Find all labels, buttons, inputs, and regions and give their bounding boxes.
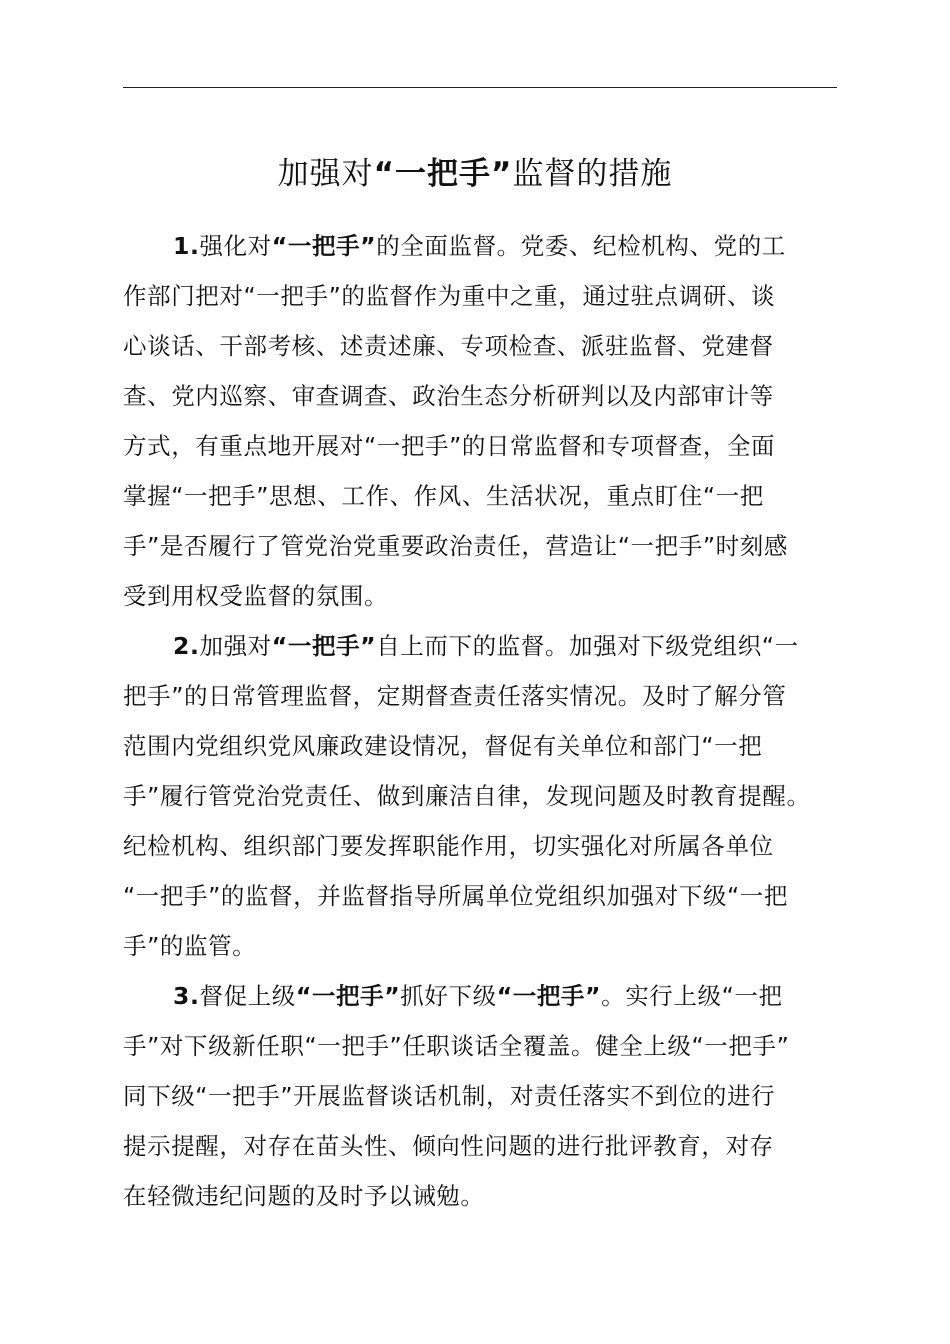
section-1-line-6: 手”是否履行了管党治党重要政治责任，营造让“一把手”时刻感 xyxy=(123,532,788,560)
section-1-line-5: 掌握“一把手”思想、工作、作风、生活状况，重点盯住“一把 xyxy=(123,482,764,510)
section-2-line-0: 加强对下级党组织“一 xyxy=(569,632,799,660)
title-quote: “一把手” xyxy=(373,156,513,192)
page-title xyxy=(0,148,950,200)
section-3-lead-quote: “一把手” xyxy=(295,982,401,1010)
section-2-line-2: 范围内党组织党风廉政建设情况，督促有关单位和部门“一把 xyxy=(123,732,763,760)
section-3-line-4: 在轻微违纪问题的及时予以诫勉。 xyxy=(123,1182,485,1210)
section-3-lead-b: 抓好下级 xyxy=(400,982,497,1010)
title-part1: 加强对 xyxy=(277,156,374,192)
section-1-line-1: 作部门把对“一把手”的监督作为重中之重，通过驻点调研、谈 xyxy=(123,282,776,310)
section-2-line-4: 纪检机构、组织部门要发挥职能作用，切实强化对所属各单位 xyxy=(123,832,774,860)
section-1-line-2: 心谈话、干部考核、述责述廉、专项检查、派驻监督、党建督 xyxy=(123,332,774,360)
section-2-number: 2. xyxy=(173,632,200,660)
section-1-line-3: 查、党内巡察、审查调查、政治生态分析研判以及内部审计等 xyxy=(123,382,774,410)
section-1-line-7: 受到用权受监督的氛围。 xyxy=(123,582,389,610)
document-body xyxy=(123,221,843,1221)
section-2-first-line xyxy=(123,621,843,671)
section-3-lead-quote-2: “一把手” xyxy=(496,982,602,1010)
section-3-lead-a: 督促上级 xyxy=(199,982,296,1010)
section-2-line-3: 手”履行管党治党责任、做到廉洁自律，发现问题及时教育提醒。 xyxy=(123,782,811,810)
section-2-lead-b: 自上而下的监督。 xyxy=(376,632,569,660)
section-2-lead-quote: “一把手” xyxy=(271,632,377,660)
section-1-lead-quote: “一把手” xyxy=(271,232,377,260)
section-2-line-1: 把手”的日常管理监督，定期督查责任落实情况。及时了解分管 xyxy=(123,682,787,710)
section-3-number: 3. xyxy=(173,982,200,1010)
section-2-line-6: 手”的监管。 xyxy=(123,932,257,960)
section-1-line-4: 方式，有重点地开展对“一把手”的日常监督和专项督查，全面 xyxy=(123,432,776,460)
section-1-lead-b: 的全面监督。 xyxy=(376,232,521,260)
title-part2: 监督的措施 xyxy=(512,156,673,192)
section-1-first-line xyxy=(123,221,843,271)
section-3-line-3: 提示提醒，对存在苗头性、倾向性问题的进行批评教育，对存 xyxy=(123,1132,774,1160)
section-3-line-1: 手”对下级新任职“一把手”任职谈话全覆盖。健全上级“一把手” xyxy=(123,1032,790,1060)
section-2-line-5: “一把手”的监督，并监督指导所属单位党组织加强对下级“一把 xyxy=(123,882,788,910)
section-3-lead-c: 。 xyxy=(601,982,626,1010)
section-2-lead-a: 加强对 xyxy=(199,632,272,660)
section-1-lead-a: 强化对 xyxy=(199,232,272,260)
section-1-line-0: 党委、纪检机构、党的工 xyxy=(520,232,786,260)
header-rule xyxy=(123,87,837,88)
section-1-number: 1. xyxy=(173,232,200,260)
section-3-first-line xyxy=(123,971,843,1021)
section-3-line-0: 实行上级“一把 xyxy=(625,982,783,1010)
section-3-line-2: 同下级“一把手”开展监督谈话机制，对责任落实不到位的进行 xyxy=(123,1082,776,1110)
